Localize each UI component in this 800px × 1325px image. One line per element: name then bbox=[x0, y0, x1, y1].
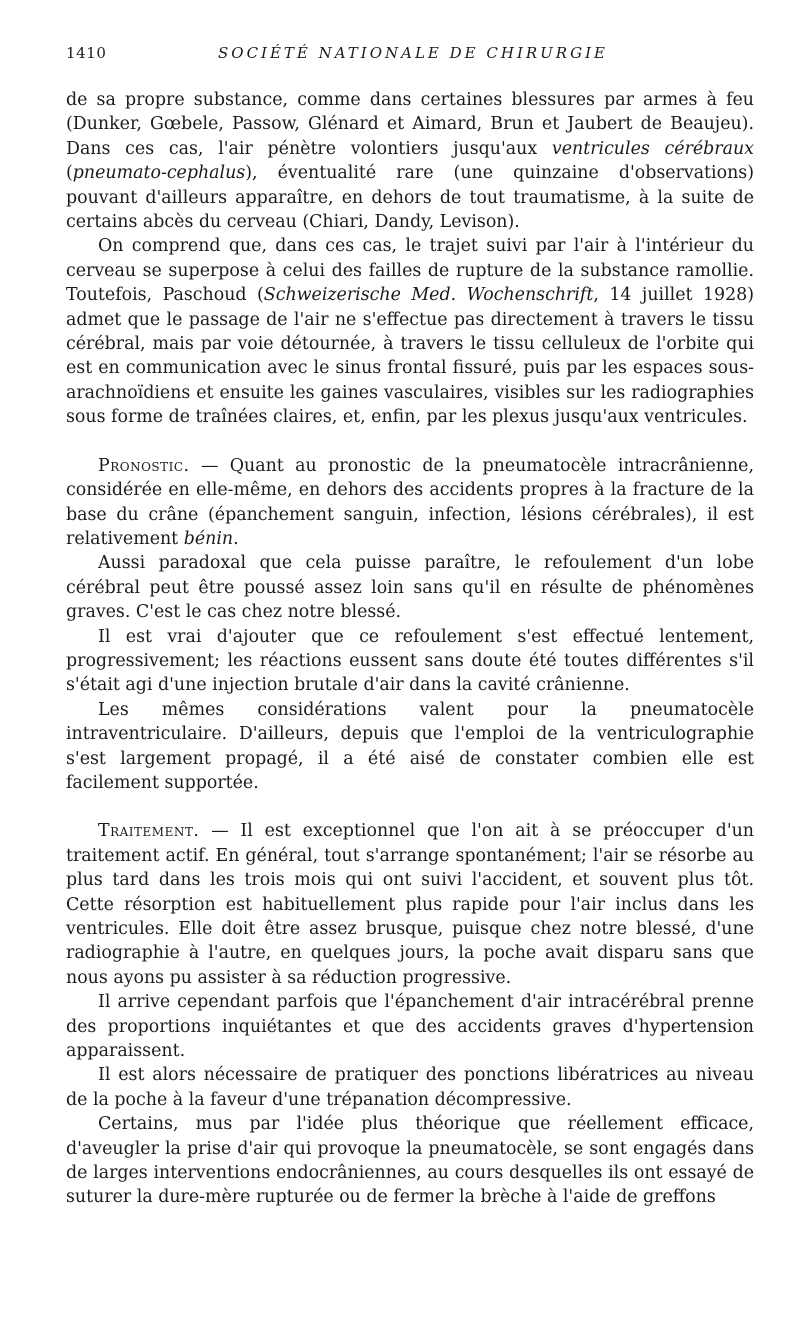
paragraph: Il est alors nécessaire de pratiquer des ponctions libératrices au niveau de la poche à la faveur d'une trépanation décompressive. bbox=[66, 1065, 754, 1110]
paragraph: Les mêmes considérations valent pour la pneumatocèle intraventriculaire. D'ailleurs, depuis que l'emploi de la ventriculographie s'est largement propagé, il a été aisé de constater combien elle est facilement supportée. bbox=[66, 699, 754, 793]
section-heading: Traitement. bbox=[98, 821, 200, 842]
paragraph-traitement: Traitement. — Il est exceptionnel que l'on ait à se préoccuper d'un traitement actif. En général, tout s'arrange spontanément; l'air se résorbe au plus tard dans les trois mois qui ont suivi l'accident, et souvent plus tôt. Cette résorption est habituellement plus rapide pour l'air inclus dans les ventricules. Elle doit être assez brusque, puisque chez notre blessé, d'une radiographie à l'autre, en quelques jours, la poche avait disparu sans que nous ayons pu assister à sa réduction progressive. bbox=[66, 821, 754, 988]
page-number: 1410 bbox=[66, 44, 107, 62]
paragraph: Il est vrai d'ajouter que ce refoulement s'est effectué lentement, progressivement; les réactions eussent sans doute été toutes différentes s'il s'était agi d'une injection brutale d'air dans la cavité crânienne. bbox=[66, 626, 754, 696]
paragraph: Certains, mus par l'idée plus théorique que réellement efficace, d'aveugler la prise d'air qui provoque la pneumatocèle, se sont engagés dans de larges interventions endocrâniennes, au cours desquelles ils ont essayé de suturer la dure-mère rupturée ou de fermer la brèche à l'aide de greffons bbox=[66, 1114, 754, 1208]
paragraph: Aussi paradoxal que cela puisse paraître, le refoulement d'un lobe cérébral peut être poussé assez loin sans qu'il en résulte de phénomènes graves. C'est le cas chez notre blessé. bbox=[66, 553, 754, 623]
running-title: SOCIÉTÉ NATIONALE DE CHIRURGIE bbox=[218, 44, 608, 62]
page-header bbox=[66, 44, 766, 66]
section-heading: Pronostic. bbox=[98, 455, 190, 476]
body-text bbox=[66, 88, 754, 1210]
paragraph: de sa propre substance, comme dans certaines blessures par armes à feu (Dunker, Gœbele, Passow, Glénard et Aimard, Brun et Jaubert de Beaujeu). Dans ces cas, l'air pénètre volontiers jusqu'aux ventricules cérébraux (pneumato-cephalus), éventualité rare (une quinzaine d'observations) pouvant d'ailleurs apparaître, en dehors de tout traumatisme, à la suite de certains abcès du cerveau (Chiari, Dandy, Levison). bbox=[66, 90, 754, 233]
paragraph: On comprend que, dans ces cas, le trajet suivi par l'air à l'intérieur du cerveau se superpose à celui des failles de rupture de la substance ramollie. Toutefois, Paschoud (Schweizerische Med. Wochenschrift, 14 juillet 1928) admet que le passage de l'air ne s'effectue pas directement à travers le tissu cérébral, mais par voie détournée, à travers le tissu celluleux de l'orbite qui est en communication avec le sinus frontal fissuré, puis par les espaces sous-arachnoïdiens et ensuite les gaines vasculaires, visibles sur les radiographies sous forme de traînées claires, et, enfin, par les plexus jusqu'aux ventricules. bbox=[66, 236, 755, 428]
paragraph: Il arrive cependant parfois que l'épanchement d'air intracérébral prenne des proportions inquiétantes et que des accidents graves d'hypertension apparaissent. bbox=[66, 992, 754, 1062]
paragraph-pronostic: Pronostic. — Quant au pronostic de la pneumatocèle intracrânienne, considérée en elle-même, en dehors des accidents propres à la fracture de la base du crâne (épanchement sanguin, infection, lésions cérébrales), il est relativement bénin. bbox=[66, 455, 754, 549]
